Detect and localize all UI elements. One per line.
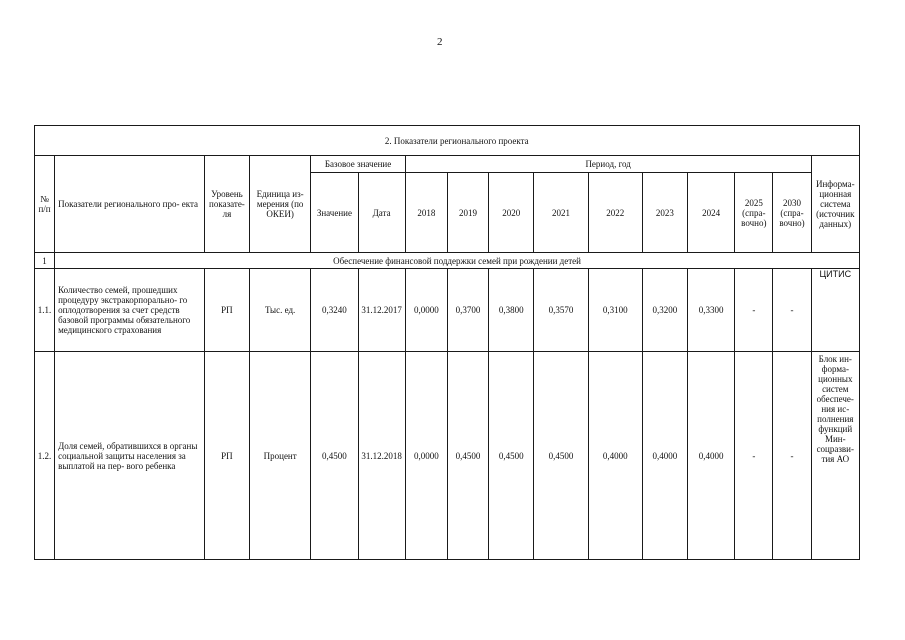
header-year: 2025 (спра- вочно): [735, 173, 773, 253]
header-year: 2019: [447, 173, 488, 253]
header-year: 2021: [534, 173, 588, 253]
row-year-value: 0,3200: [642, 269, 687, 352]
table-row: [35, 352, 860, 560]
row-indicator: Количество семей, прошедших процедуру экстракорпорально- го оплодотворения за счет средств базовой программы обязательного медицинского страхования: [55, 269, 205, 352]
table-title: 2. Показатели регионального проекта: [55, 126, 860, 156]
row-year-value: -: [773, 269, 811, 352]
row-info-system: ЦИТИС: [811, 269, 859, 352]
row-year-value: 0,4500: [489, 352, 534, 560]
section-num: 1: [35, 253, 55, 269]
regional-project-indicators-table: [34, 125, 860, 560]
row-year-value: 0,4000: [642, 352, 687, 560]
row-year-value: 0,4000: [688, 352, 735, 560]
row-unit: Тыс. ед.: [250, 269, 311, 352]
row-level: РП: [204, 269, 249, 352]
row-year-value: 0,0000: [405, 352, 447, 560]
row-year-value: -: [735, 269, 773, 352]
header-year: 2030 (спра- вочно): [773, 173, 811, 253]
row-info-system: Блок ин- форма- ционных систем обеспече- ния ис- полнения функций Мин- соцразви- тия АО: [811, 352, 859, 560]
header-level: Уровень показате- ля: [204, 156, 249, 253]
header-info-system: Информа- ционная система (источник данных): [811, 156, 859, 253]
header-year: 2018: [405, 173, 447, 253]
row-year-value: 0,4500: [447, 352, 488, 560]
header-year: 2024: [688, 173, 735, 253]
header-year: 2020: [489, 173, 534, 253]
row-year-value: 0,4500: [534, 352, 588, 560]
row-level: РП: [204, 352, 249, 560]
row-unit: Процент: [250, 352, 311, 560]
row-year-value: 0,4000: [588, 352, 642, 560]
section-title: Обеспечение финансовой поддержки семей при рождении детей: [55, 253, 860, 269]
row-year-value: 0,3570: [534, 269, 588, 352]
header-value: Значение: [311, 173, 358, 253]
row-year-value: 0,0000: [405, 269, 447, 352]
row-year-value: 0,3100: [588, 269, 642, 352]
row-year-value: -: [773, 352, 811, 560]
row-base-date: 31.12.2018: [358, 352, 405, 560]
row-base-date: 31.12.2017: [358, 269, 405, 352]
header-indicator: Показатели регионального про- екта: [55, 156, 205, 253]
row-base-value: 0,4500: [311, 352, 358, 560]
header-unit: Единица из- мерения (по ОКЕИ): [250, 156, 311, 253]
row-indicator: Доля семей, обратившихся в органы социальной защиты населения за выплатой на пер- вого ребенка: [55, 352, 205, 560]
row-num: 1.2.: [35, 352, 55, 560]
header-period: Период, год: [405, 156, 811, 173]
row-base-value: 0,3240: [311, 269, 358, 352]
table-row: [35, 269, 860, 352]
row-num: 1.1.: [35, 269, 55, 352]
row-year-value: 0,3300: [688, 269, 735, 352]
header-year: 2022: [588, 173, 642, 253]
row-year-value: 0,3800: [489, 269, 534, 352]
row-year-value: 0,3700: [447, 269, 488, 352]
page-number: 2: [437, 36, 443, 48]
row-year-value: -: [735, 352, 773, 560]
header-base-value: Базовое значение: [311, 156, 405, 173]
header-year: 2023: [642, 173, 687, 253]
header-date: Дата: [358, 173, 405, 253]
header-num: № п/п: [35, 156, 55, 253]
